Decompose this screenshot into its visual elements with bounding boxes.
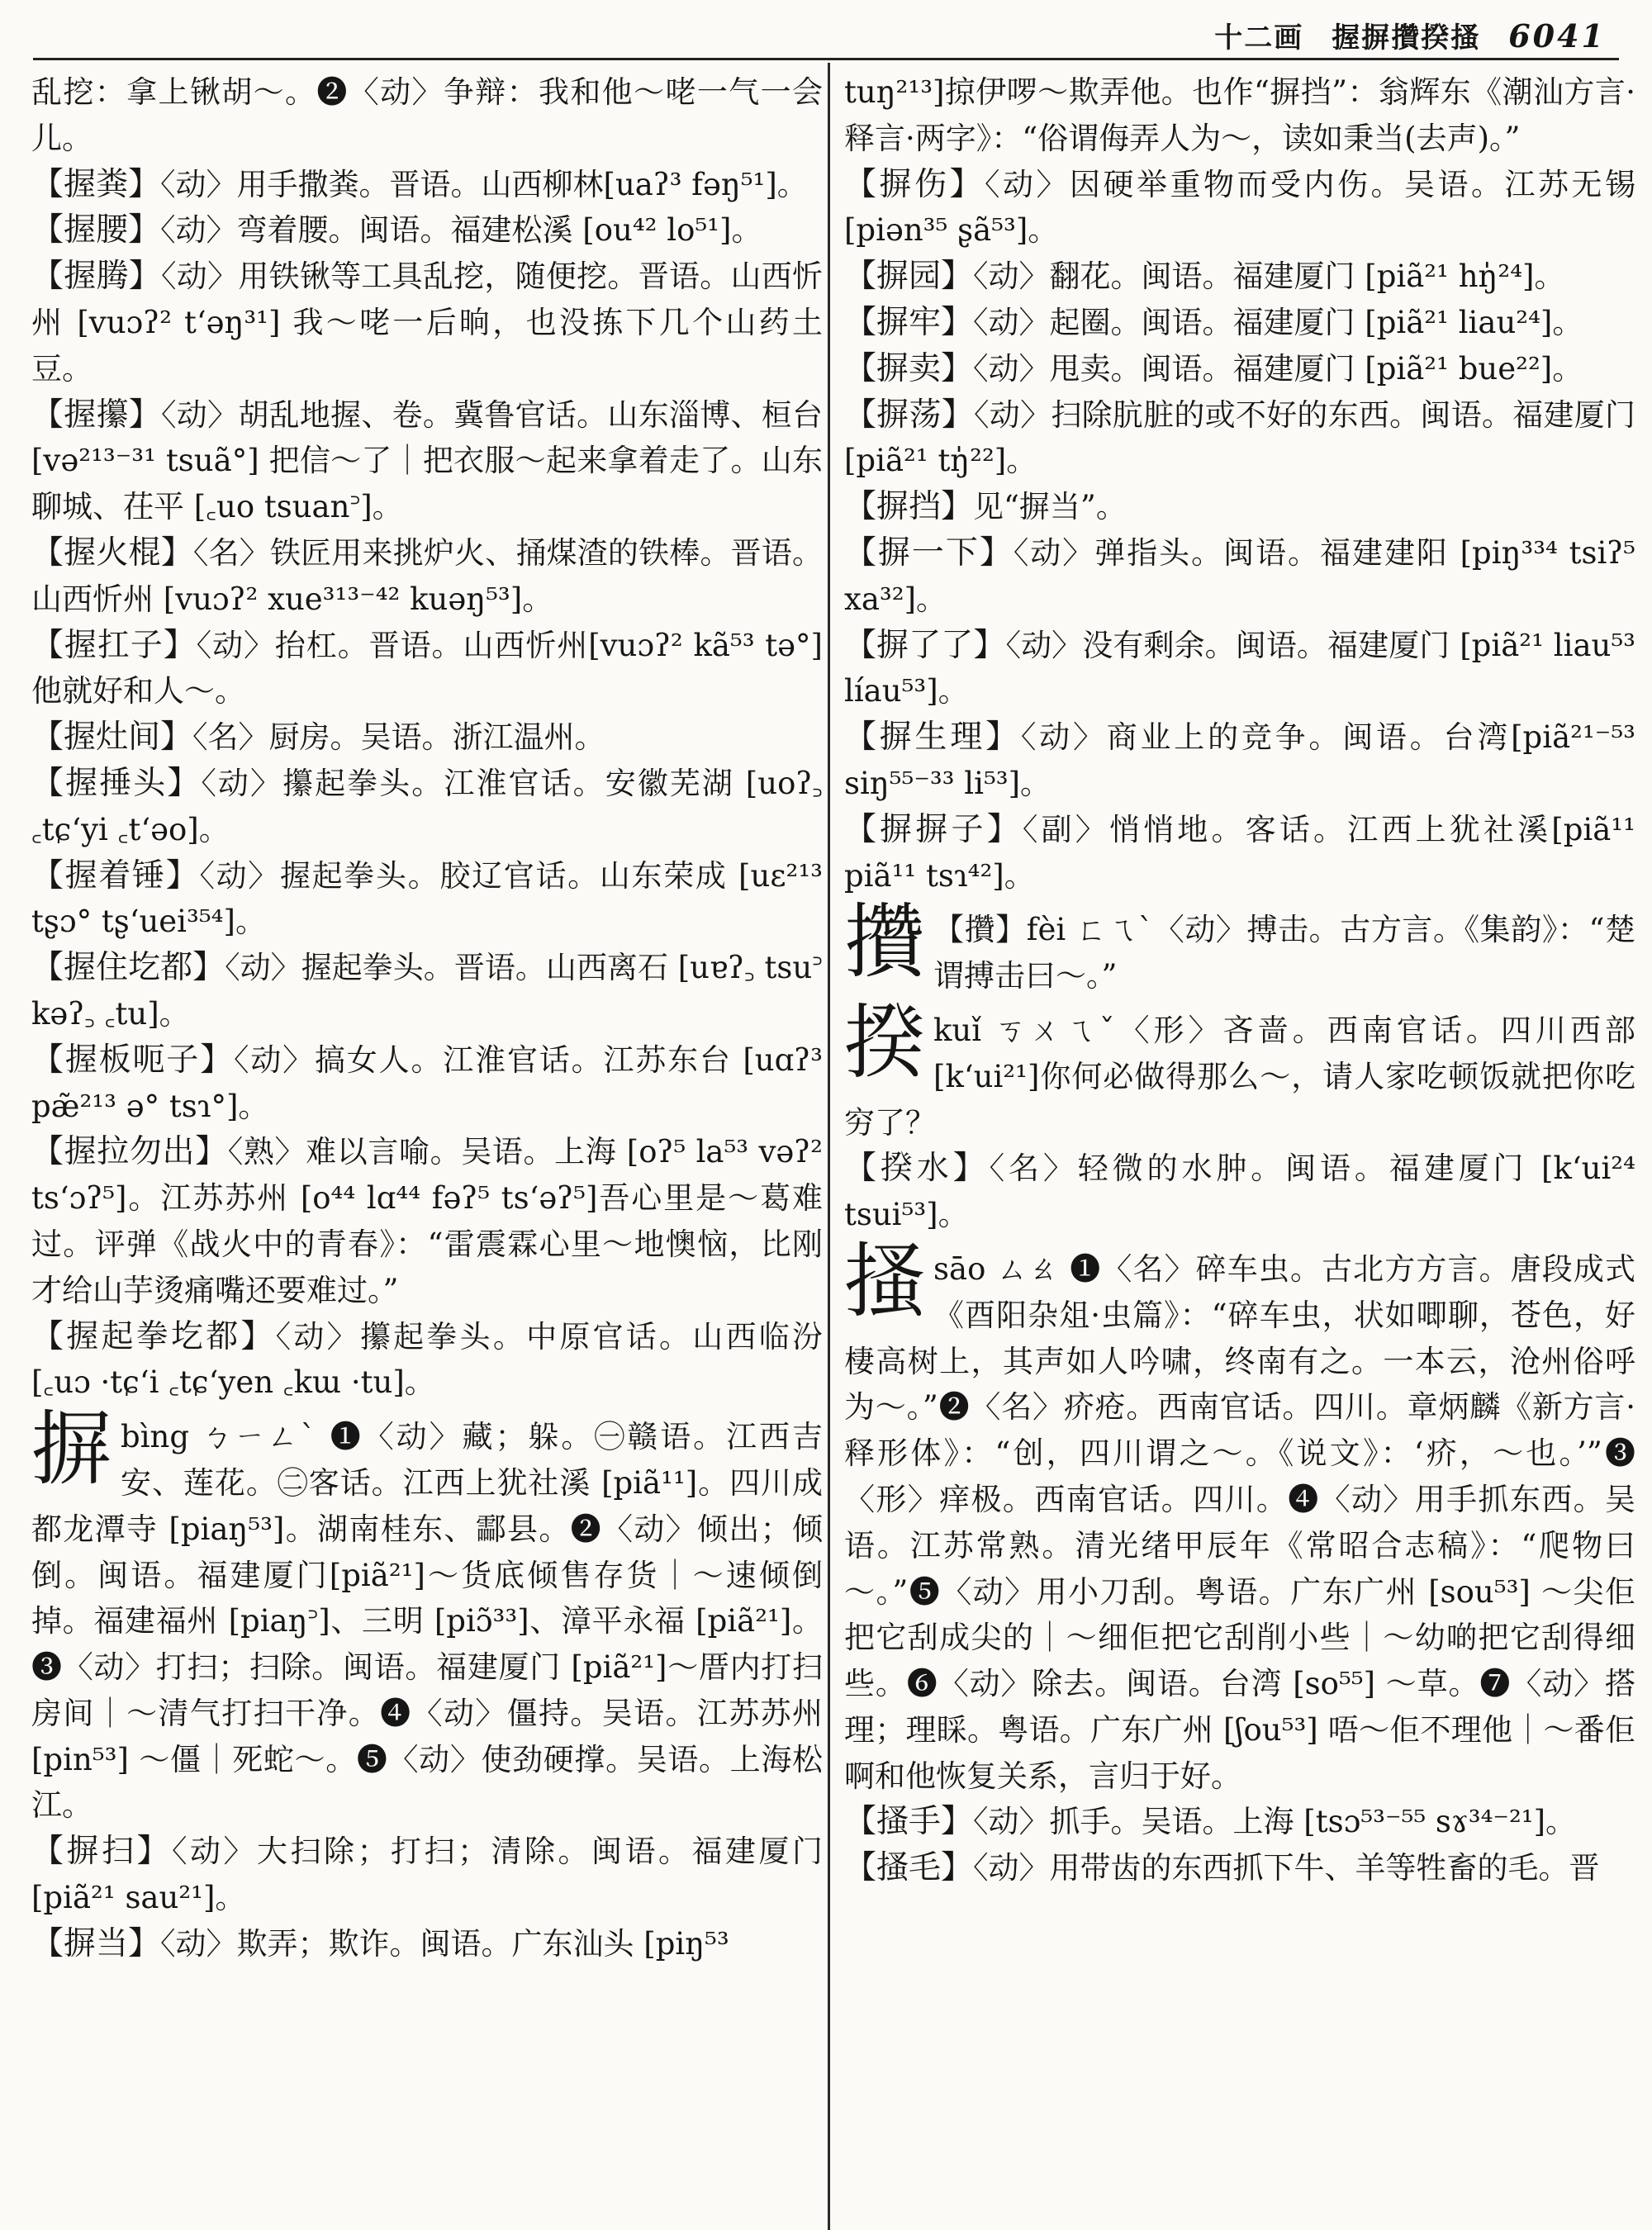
definition: 〈动〉抬杠。晋语。山西忻州[vuɔʔ² kã⁵³ tə°] 他就好和人～。 [31, 627, 823, 709]
entry-bing-sheng-li [844, 714, 1635, 807]
headword: 【摒摒子】 [844, 810, 1023, 848]
entry-wo-zao-jian [31, 714, 823, 761]
entry-bing-mai [844, 346, 1635, 392]
headword: 【摒当】 [31, 1924, 161, 1962]
entry-wo-qi-quan-ge-du [31, 1314, 823, 1407]
definition: 〈名〉轻微的水肿。闽语。福建厦门 [kʻui²⁴ tsui⁵³]。 [844, 1151, 1635, 1233]
entry-sao-mao [844, 1845, 1635, 1891]
entry-fei [844, 895, 1635, 999]
entry-bing-shang [844, 162, 1635, 254]
headword: 【握腰】 [31, 211, 161, 249]
page-number: 6041 [1508, 17, 1606, 55]
definition: 〈动〉大扫除；打扫；清除。闽语。福建厦门 [piã²¹ sau²¹]。 [31, 1834, 823, 1916]
headword: 揆 [844, 995, 926, 1090]
definition: 〈动〉用手撒粪。晋语。山西柳林[uaʔ³ fəŋ⁵¹]。 [160, 166, 808, 202]
headword: 【搔手】 [844, 1803, 974, 1841]
headword: 【摒伤】 [844, 165, 985, 203]
headword: 【握板呃子】 [31, 1041, 234, 1079]
entry-wo-ban-e-zi [31, 1037, 823, 1130]
definition: 〈动〉用带齿的东西抓下牛、羊等牲畜的毛。晋 [973, 1850, 1600, 1886]
entry-wo-zhu-ge-du [31, 945, 823, 1037]
definition: 〈动〉握起拳头。胶辽官话。山东荣成 [uɛ²¹³ tʂɔ° tʂʻuei³⁵⁴]。 [31, 857, 823, 940]
entry-wo-fen [31, 162, 823, 208]
definition: kuǐ ㄎㄨㄟˇ〈形〉吝啬。西南官话。四川西部 [kʻui²¹]你何必做得那么～，请人家吃顿饭就把你吃穷了？ [844, 1012, 1635, 1141]
definition: tuŋ²¹³]掠伊啰～欺弄他。也作“摒挡”：翁辉东《潮汕方言·释言·两字》：“俗谓侮弄人为～，读如秉当(去声)。” [844, 74, 1635, 156]
section-label: 十二画 [1214, 21, 1304, 55]
definition: 〈副〉悄悄地。客话。江西上犹社溪[piã¹¹ piã¹¹ tsɿ⁴²]。 [844, 811, 1635, 894]
entry-bing [31, 1402, 823, 1829]
definition: 〈动〉没有剩余。闽语。福建厦门 [piã²¹ liau⁵³ líau⁵³]。 [844, 627, 1635, 709]
headword: 【摒挡】 [844, 488, 974, 526]
headword: 【摒荡】 [844, 396, 975, 434]
headword: 搔 [844, 1234, 926, 1329]
definition: 〈动〉握起拳头。晋语。山西离石 [uɐʔ꜆ tsu꜄ kəʔ꜆ ꜀tu]。 [31, 950, 823, 1032]
definition: 〈动〉搞女人。江淮官话。江苏东台 [uɑʔ³ pæ̃²¹³ ə° tsɿ°]。 [31, 1041, 823, 1124]
definition: 【攢】fèi ㄈㄟˋ〈动〉搏击。古方言。《集韵》：“楚谓搏击曰～。” [933, 912, 1635, 994]
column-divider [828, 63, 830, 2230]
headword: 【握捶头】 [31, 764, 202, 802]
entry-bing-lao [844, 300, 1635, 346]
definition: 〈动〉攥起拳头。中原官话。山西临汾 [꜀uɔ ·tɕʻi ꜀tɕʻyen ꜀kɯ ·tu]。 [31, 1318, 823, 1401]
headword: 【握住圪都】 [31, 949, 225, 987]
definition: 见“摒当”。 [973, 489, 1127, 525]
entry-wo-gang-zi [31, 623, 823, 715]
definition: 〈动〉攥起拳头。江淮官话。安徽芜湖 [uoʔ꜆ ꜀tɕʻyi ꜀tʻəo]。 [31, 765, 823, 847]
headword: 【握粪】 [31, 165, 161, 203]
headword: 【摒扫】 [31, 1833, 172, 1871]
left-column [31, 69, 823, 2217]
page-header [33, 0, 1619, 59]
definition: 〈动〉商业上的竞争。闽语。台湾[piã²¹⁻⁵³ siŋ⁵⁵⁻³³ li⁵³]。 [844, 719, 1635, 801]
headword: 【握拉勿出】 [31, 1133, 228, 1171]
headword: 【摒一下】 [844, 534, 1014, 572]
entry-sao-shou [844, 1799, 1635, 1845]
entry-bing-liao-liao [844, 623, 1635, 715]
entry-wo-chui-tou [31, 761, 823, 853]
headword: 【握火棍】 [31, 534, 193, 572]
headword: 【握着锤】 [31, 856, 200, 894]
entry-bing-sao [31, 1829, 823, 1921]
headword: 【握起拳圪都】 [31, 1317, 276, 1355]
headword: 【握灶间】 [31, 719, 193, 757]
definition: 〈动〉抓手。吴语。上海 [tsɔ⁵³⁻⁵⁵ sɤ³⁴⁻²¹]。 [973, 1804, 1577, 1840]
definition: 〈动〉胡乱地握、卷。冀鲁官话。山东淄博、桓台 [və²¹³⁻³¹ tsuã°] 把信～了｜把衣服～起来拿着走了。山东聊城、茌平 [꜀uo tsuan꜄]。 [31, 396, 823, 525]
entry-wo-yao [31, 207, 823, 254]
continuation-bing-dang [844, 69, 1635, 162]
entry-sao [844, 1234, 1635, 1800]
entry-bing-bing-zi [844, 807, 1635, 899]
head-characters: 握摒攢揆搔 [1332, 21, 1481, 55]
continuation [31, 69, 823, 162]
definition: 〈动〉弯着腰。闽语。福建松溪 [ou⁴² lo⁵¹]。 [160, 212, 762, 249]
entry-bing-dang [31, 1921, 823, 1967]
entry-wo-huo-gun [31, 530, 823, 623]
definition: 〈动〉用铁锹等工具乱挖，随便挖。晋语。山西忻州 [vuɔʔ² tʻəŋ³¹] 我～咾一后晌，也没拣下几个山药土豆。 [31, 259, 823, 387]
definition: 〈动〉弹指头。闽语。福建建阳 [piŋ³³⁴ tsiʔ⁵ xa³²]。 [844, 534, 1635, 617]
headword: 【摒生理】 [844, 719, 1021, 757]
headword: 【揆水】 [844, 1150, 990, 1188]
definition: 〈动〉扫除肮脏的或不好的东西。闽语。福建厦门 [piã²¹ tŋ̍²²]。 [844, 396, 1635, 479]
entry-wo-teng [31, 254, 823, 391]
headword: 【握攥】 [31, 396, 162, 434]
headword: 【摒了了】 [844, 626, 1006, 664]
entry-wo-zhuo-chui [31, 853, 823, 946]
headword: 【搔毛】 [844, 1849, 974, 1887]
entry-bing-yi-xia [844, 530, 1635, 623]
entry-kui-shui [844, 1146, 1635, 1238]
headword: 【握扛子】 [31, 626, 197, 664]
definition: 〈动〉甩卖。闽语。福建厦门 [piã²¹ bue²²]。 [973, 350, 1583, 387]
definition: 〈名〉铁匠用来挑炉火、捅煤渣的铁棒。晋语。山西忻州 [vuɔʔ² xue³¹³⁻⁴² kuəŋ⁵³]。 [31, 534, 823, 617]
headword: 【摒园】 [844, 258, 974, 296]
running-head [1214, 15, 1606, 55]
definition: 〈名〉厨房。吴语。浙江温州。 [192, 719, 605, 756]
headword: 摒 [31, 1402, 113, 1497]
right-column [844, 69, 1635, 2217]
headword: 攢 [844, 895, 926, 990]
definition: 〈动〉起圈。闽语。福建厦门 [piã²¹ liau²⁴]。 [973, 304, 1583, 340]
definition: 乱挖：拿上锹胡～。❷〈动〉争辩：我和他～咾一气一会儿。 [31, 74, 823, 156]
definition: bìng ㄅㄧㄥˋ ❶〈动〉藏；躲。㊀赣语。江西吉安、莲花。㊁客话。江西上犹社溪 [piã¹¹]。四川成都龙潭寺 [piaŋ⁵³]。湖南桂东、酃县。❷〈动〉倾出；倾倒。闽语。福建厦门[piã²¹]～货底倾售存货｜～速倾倒掉。福建福州 [piaŋ꜄]、三明 [piɔ̃³³]、漳平永福 [piã²¹]。❸〈动〉打扫；扫除。闽语。福建厦门 [piã²¹]～厝内打扫房间｜～清气打扫干净。❹〈动〉僵持。吴语。江苏苏州 [pin⁵³] ～僵｜死蛇～。❺〈动〉使劲硬撑。吴语。上海松江。 [31, 1419, 823, 1824]
definition: 〈动〉欺弄；欺诈。闽语。广东汕头 [piŋ⁵³ [160, 1925, 729, 1962]
entry-wo-la-hu-chu [31, 1129, 823, 1313]
definition: 〈动〉翻花。闽语。福建厦门 [piã²¹ hŋ̍²⁴]。 [973, 259, 1565, 295]
entry-kui [844, 995, 1635, 1146]
definition: 〈熟〉难以言喻。吴语。上海 [oʔ⁵ la⁵³ vəʔ² tsʻɔʔ⁵]。江苏苏州 [o⁴⁴ lɑ⁴⁴ fəʔ⁵ tsʻəʔ⁵]吾心里是～葛难过。评弹《战火中的青春》：“雷震霖心里～地懊恼，比刚才给山芋烫痛嘴还要难过。” [31, 1134, 823, 1308]
headword: 【摒卖】 [844, 349, 974, 387]
headword: 【握腾】 [31, 258, 162, 296]
entry-bing-yuan [844, 254, 1635, 300]
entry-bing-dang-3 [844, 484, 1635, 530]
entry-wo-zuan [31, 392, 823, 530]
definition: 〈动〉因硬举重物而受内伤。吴语。江苏无锡 [piən³⁵ ʂã⁵³]。 [844, 166, 1635, 249]
header-rule [33, 58, 1619, 60]
headword: 【摒牢】 [844, 303, 974, 341]
definition: sāo ㄙㄠ ❶〈名〉碎车虫。古北方方言。唐段成式《酉阳杂俎·虫篇》：“碎车虫，状如唧聊，苍色，好棲高树上，其声如人吟啸，终南有之。一本云，沧州俗呼为～。”❷〈名〉疥疮。西南官话。四川。章炳麟《新方言·释形体》：“创，四川谓之～。《说文》：‘疥，～也。’”❸〈形〉痒极。西南官话。四川。❹〈动〉用手抓东西。吴语。江苏常熟。清光绪甲辰年《常昭合志稿》：“爬物曰～。”❺〈动〉用小刀刮。粤语。广东广州 [sou⁵³] ～尖佢把它刮成尖的｜～细佢把它刮削小些｜～幼啲把它刮得细些。❻〈动〉除去。闽语。台湾 [so⁵⁵] ～草。❼〈动〉搭理；理睬。粤语。广东广州 [ʃou⁵³] 唔～佢不理他｜～番佢啊和他恢复关系，言归于好。 [844, 1250, 1635, 1794]
entry-bing-dang-2 [844, 392, 1635, 485]
